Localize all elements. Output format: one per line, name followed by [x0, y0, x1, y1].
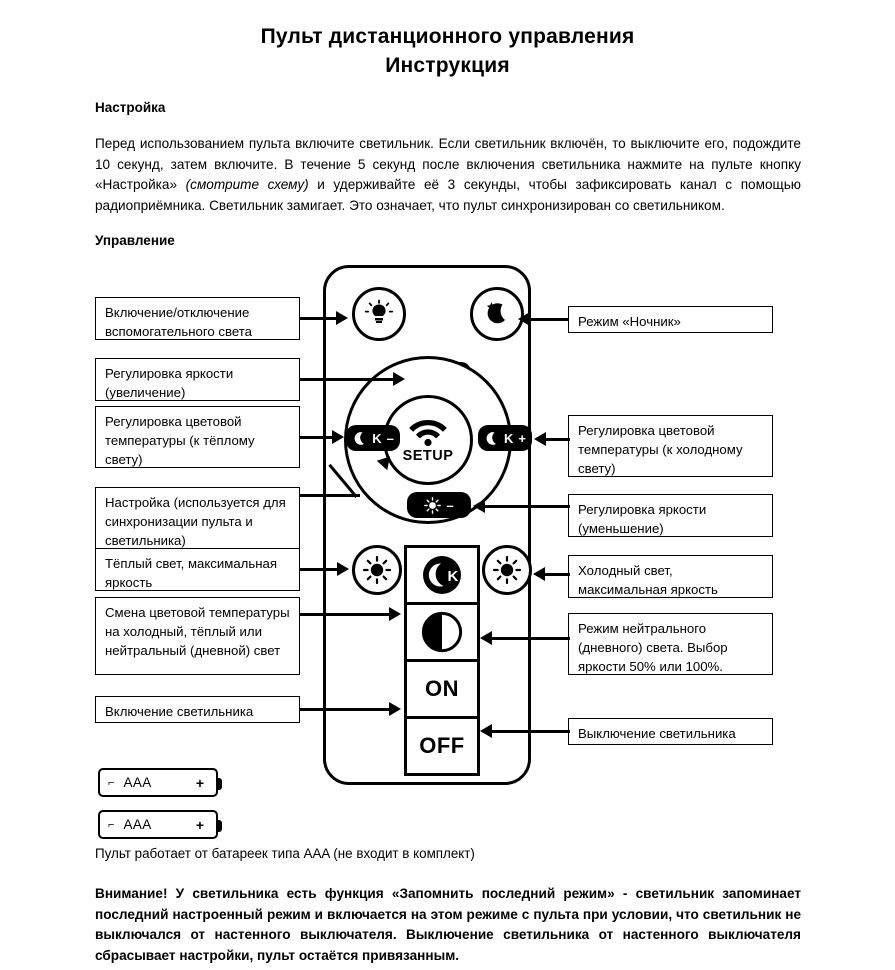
moon-star-icon — [482, 299, 512, 329]
connector-line — [300, 708, 389, 711]
page-title-line2: Инструкция — [385, 54, 510, 77]
warm-max-button[interactable] — [352, 545, 402, 595]
bulb-icon — [364, 299, 394, 329]
connector-arrow — [534, 432, 546, 446]
connector-line — [300, 568, 337, 571]
connector-line — [300, 436, 332, 439]
callout-warm-max-bright: Тёплый свет, максимальная яркость — [95, 548, 300, 591]
warning-paragraph: Внимание! У светильника есть функция «Запомнить последний режим» - светильник запоминает последний настроенный режим и включается на этом режиме с пульта при условии, что светильник не выключался от настенного выключателя. Выключение светильника от настенного выключателя сбрасывает настройки, пульт остаётся привязанным. — [95, 886, 801, 963]
callout-color-temp-switch: Смена цветовой температуры на холодный, тёплый или нейтральный (дневной) свет — [95, 597, 300, 675]
intro-text-italic: (смотрите схему) — [185, 177, 309, 192]
connector-arrow — [389, 702, 401, 716]
connector-arrow — [332, 430, 344, 444]
night-mode-button[interactable] — [470, 287, 524, 341]
callout-brightness-decrease: Регулировка яркости (уменьшение) — [568, 494, 773, 537]
aux-light-button[interactable] — [352, 287, 406, 341]
connector-arrow — [518, 312, 530, 326]
callout-lamp-off: Выключение светильника — [568, 718, 773, 745]
callout-cool-max-bright: Холодный свет, максимальная яркость — [568, 555, 773, 598]
battery-1 — [98, 768, 218, 797]
neutral-mode-key[interactable] — [407, 605, 477, 662]
connector-line — [485, 505, 570, 508]
battery-label: AAA — [123, 775, 152, 790]
sun-icon — [424, 497, 441, 514]
battery-note: Пульт работает от батареек типа AAA (не входит в комплект) — [95, 846, 475, 861]
connector-arrow — [480, 724, 492, 738]
connector-line — [492, 637, 570, 640]
connector-arrow — [389, 607, 401, 621]
battery-cap — [217, 778, 222, 790]
cool-key-label: K — [504, 430, 514, 446]
intro-paragraph — [95, 134, 801, 216]
section-heading-control: Управление — [95, 233, 175, 248]
brightness-down-key[interactable] — [407, 492, 471, 518]
connector-line — [530, 318, 568, 321]
moon-icon — [484, 431, 499, 446]
page-title-line1: Пульт дистанционного управления — [260, 25, 635, 48]
svg-text:K: K — [447, 568, 459, 585]
connector-arrow — [533, 567, 545, 581]
connector-line — [300, 378, 393, 381]
color-temp-switch-key[interactable] — [407, 548, 477, 605]
intro-text-part2: и удерживайте её 3 секунды, чтобы зафиксировать канал с помощью радиоприёмника. Светильник замигает. Это означает, что пульт синхронизирован со светильником. — [95, 177, 801, 213]
battery-plus-terminal: + — [195, 774, 204, 791]
page-title — [0, 22, 895, 80]
battery-cap — [217, 820, 222, 832]
brightness-down-sign: – — [446, 497, 454, 513]
setup-button-label: SETUP — [402, 447, 454, 464]
battery-minus-terminal: ⌐ — [108, 776, 115, 789]
connector-arrow — [393, 372, 405, 386]
connector-arrow — [336, 311, 348, 325]
connector-arrow — [473, 499, 485, 513]
color-temp-warm-key[interactable] — [346, 425, 400, 451]
lamp-off-key[interactable]: OFF — [419, 733, 465, 758]
connector-arrow — [480, 631, 492, 645]
connector-line — [545, 573, 570, 576]
warm-key-label: K — [372, 430, 382, 446]
moon-k-icon — [419, 552, 465, 598]
lamp-on-key[interactable]: ON — [407, 662, 477, 719]
moon-icon — [352, 431, 367, 446]
battery-minus-terminal: ⌐ — [108, 818, 115, 831]
section-heading-setup: Настройка — [95, 100, 166, 115]
cool-key-sign: + — [518, 430, 526, 446]
callout-color-temp-cool: Регулировка цветовой температуры (к холодному свету) — [568, 415, 773, 477]
sun-filled-icon — [362, 555, 392, 585]
battery-2 — [98, 810, 218, 839]
connector-line — [300, 494, 360, 497]
color-temp-cool-key[interactable] — [478, 425, 532, 451]
cool-max-button[interactable] — [482, 545, 532, 595]
warm-key-sign: – — [386, 430, 394, 446]
connector-arrow — [337, 562, 349, 576]
callout-brightness-increase: Регулировка яркости (увеличение) — [95, 358, 300, 401]
connector-line — [546, 438, 570, 441]
connector-line — [300, 613, 389, 616]
callout-neutral-mode: Режим нейтрального (дневного) света. Выбор яркости 50% или 100%. — [568, 613, 773, 675]
battery-plus-terminal: + — [195, 816, 204, 833]
intro-text-part1: Перед использованием пульта включите светильник. Если светильник включён, то выключите его, подождите 10 секунд, затем включите. В течение 5 секунд после включения светильника нажмите на пульте кнопку «Настройка» — [95, 136, 801, 192]
half-moon-contrast-icon — [419, 609, 465, 655]
remote-key-column — [404, 545, 480, 776]
connector-line — [300, 317, 336, 320]
connector-line — [492, 730, 570, 733]
wifi-icon — [407, 417, 449, 447]
battery-label: AAA — [123, 817, 152, 832]
callout-color-temp-warm: Регулировка цветовой температуры (к тёплому свету) — [95, 406, 300, 468]
sun-filled-icon — [492, 555, 522, 585]
callout-aux-light-toggle: Включение/отключение вспомогательного света — [95, 297, 300, 340]
callout-lamp-on: Включение светильника — [95, 696, 300, 723]
callout-setup-sync: Настройка (используется для синхронизации пульта и светильника) — [95, 487, 300, 549]
callout-night-mode: Режим «Ночник» — [568, 306, 773, 333]
